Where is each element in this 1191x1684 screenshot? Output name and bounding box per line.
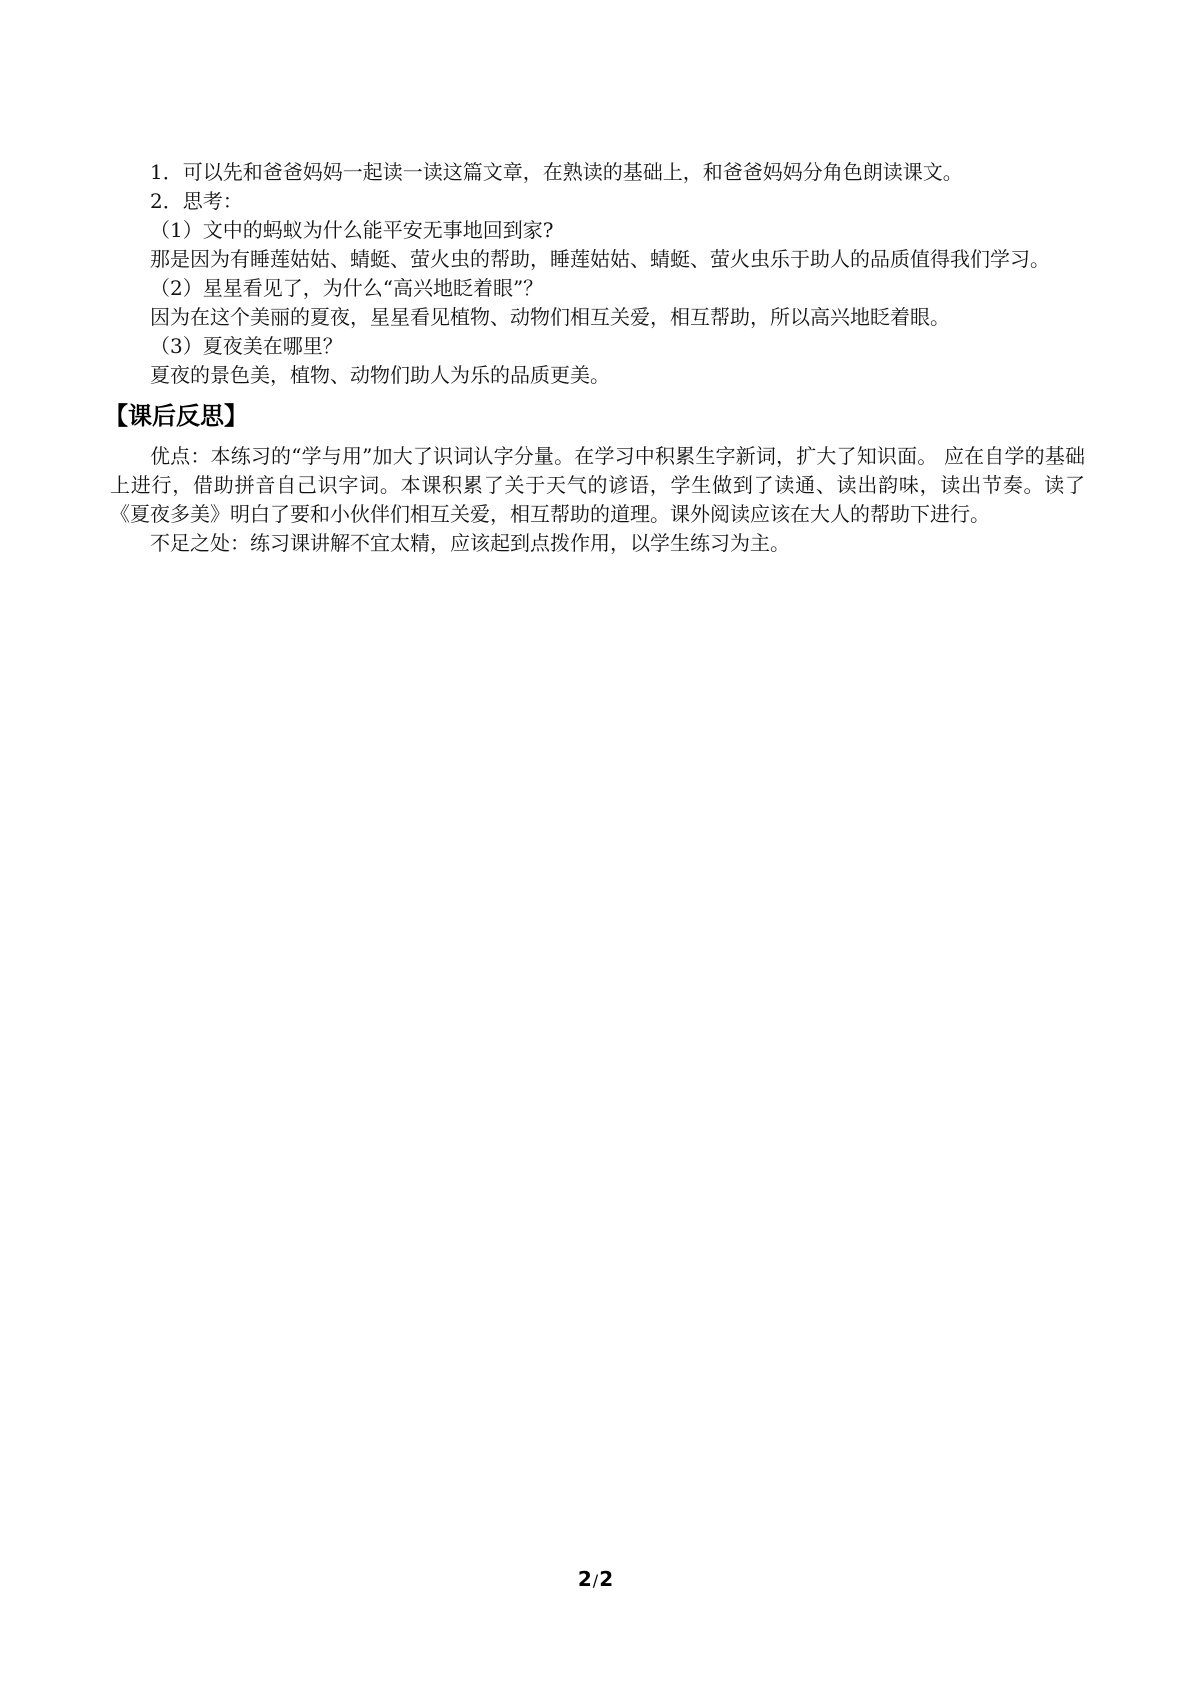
answer-1: 那是因为有睡莲姑姑、蜻蜓、萤火虫的帮助，睡莲姑姑、蜻蜓、萤火虫乐于助人的品质值得我们学习。 [150,247,1050,271]
paragraph-weaknesses: 不足之处：练习课讲解不宜太精，应该起到点拨作用，以学生练习为主。 [150,531,790,555]
question-2: （2）星星看见了，为什么“高兴地眨着眼”？ [150,276,544,300]
document-body [104,158,1085,558]
section-heading-reflection: 【课后反思】 [104,402,248,430]
question-1: （1）文中的蚂蚁为什么能平安无事地回到家? [150,218,554,242]
page-separator: / [592,1571,599,1590]
answer-3: 夏夜的景色美，植物、动物们助人为乐的品质更美。 [150,363,610,387]
paragraph-read-together: 1．可以先和爸爸妈妈一起读一读这篇文章，在熟读的基础上，和爸爸妈妈分角色朗读课文。 [150,160,963,184]
answer-2: 因为在这个美丽的夏夜，星星看见植物、动物们相互关爱，相互帮助，所以高兴地眨着眼。 [150,305,950,329]
page-number [0,1567,1191,1591]
paragraph-strengths: 优点：本练习的“学与用”加大了识词认字分量。在学习中积累生字新词，扩大了知识面。 应在自学的基础上进行，借助拼音自己识字词。本课积累了关于天气的谚语，学生做到了读通、读出韵味，读出节奏。读了《夏夜多美》明白了要和小伙伴们相互关爱，相互帮助的道理。课外阅读应该在大人的帮助下进行。 [110,444,1085,526]
total-page-number: 2 [599,1567,614,1591]
question-3: （3）夏夜美在哪里？ [150,334,343,358]
paragraph-think-heading: 2．思考： [150,189,243,213]
current-page-number: 2 [577,1567,592,1591]
